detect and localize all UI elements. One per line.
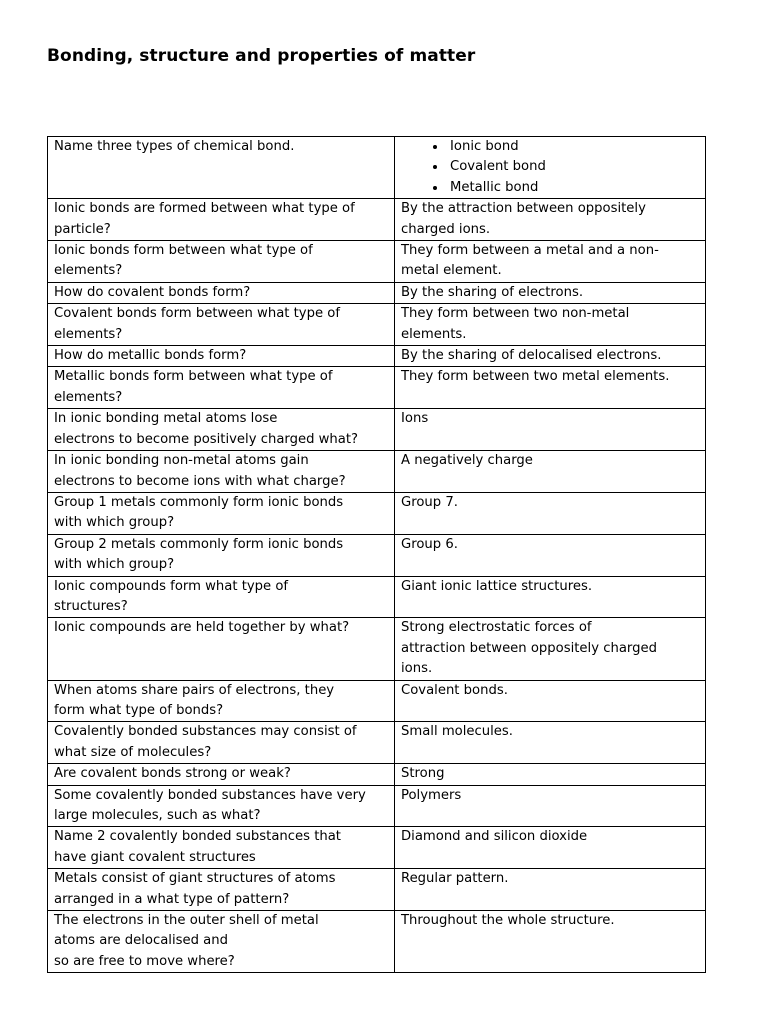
cell-line: How do covalent bonds form? <box>54 284 251 300</box>
question-cell <box>48 409 395 451</box>
cell-line: They form between two non-metal <box>401 306 630 322</box>
cell-line: In ionic bonding non-metal atoms gain <box>54 453 309 469</box>
cell-line: electrons to become positively charged what? <box>54 431 359 447</box>
cell-line: with which group? <box>54 515 175 531</box>
cell-line: Covalent bonds. <box>401 682 508 698</box>
question-cell <box>48 492 395 534</box>
cell-line: have giant covalent structures <box>54 849 256 865</box>
cell-line: Group 2 metals commonly form ionic bonds <box>54 536 344 552</box>
question-cell: Name three types of chemical bond. <box>48 137 395 199</box>
question-cell <box>48 785 395 827</box>
cell-line: Ionic bonds form between what type of <box>54 243 313 259</box>
table-row <box>48 722 706 764</box>
table-row <box>48 534 706 576</box>
question-cell <box>48 722 395 764</box>
cell-line: Name 2 covalently bonded substances that <box>54 829 341 845</box>
cell-line: Strong electrostatic forces of <box>401 620 592 636</box>
answer-cell <box>395 618 706 680</box>
cell-line: Strong <box>401 766 445 782</box>
answer-cell <box>395 451 706 493</box>
question-cell <box>48 827 395 869</box>
table-row <box>48 576 706 618</box>
answer-cell <box>395 911 706 973</box>
question-cell <box>48 241 395 283</box>
qa-table-body <box>48 137 706 973</box>
cell-line: Some covalently bonded substances have very <box>54 787 366 803</box>
table-row <box>48 827 706 869</box>
cell-line: Covalent bonds form between what type of <box>54 306 340 322</box>
cell-line: elements? <box>54 326 123 342</box>
cell-line: elements. <box>401 326 467 342</box>
answer-cell <box>395 576 706 618</box>
answer-cell <box>395 534 706 576</box>
cell-line: In ionic bonding metal atoms lose <box>54 411 278 427</box>
cell-line: structures? <box>54 598 128 614</box>
answer-cell <box>395 367 706 409</box>
cell-line: form what type of bonds? <box>54 702 224 718</box>
cell-line: metal element. <box>401 263 502 279</box>
question-cell <box>48 367 395 409</box>
question-cell <box>48 534 395 576</box>
cell-line: Group 7. <box>401 494 458 510</box>
cell-line: Metals consist of giant structures of atoms <box>54 871 336 887</box>
answer-cell <box>395 137 706 199</box>
cell-line: particle? <box>54 221 111 237</box>
cell-line: Group 1 metals commonly form ionic bonds <box>54 494 344 510</box>
table-row <box>48 282 706 303</box>
table-row <box>48 346 706 367</box>
answer-cell <box>395 680 706 722</box>
cell-line: Polymers <box>401 787 462 803</box>
answer-cell <box>395 304 706 346</box>
cell-line: with which group? <box>54 557 175 573</box>
cell-line: Small molecules. <box>401 724 513 740</box>
table-row <box>48 367 706 409</box>
table-row <box>48 911 706 973</box>
answer-cell <box>395 764 706 785</box>
question-cell <box>48 451 395 493</box>
bond-type-list <box>401 137 701 198</box>
cell-line: Diamond and silicon dioxide <box>401 829 588 845</box>
cell-line: attraction between oppositely charged <box>401 640 657 656</box>
cell-line: electrons to become ions with what charge? <box>54 473 346 489</box>
cell-line: Giant ionic lattice structures. <box>401 578 593 594</box>
table-row <box>48 451 706 493</box>
answer-cell <box>395 241 706 283</box>
table-row <box>48 241 706 283</box>
question-cell <box>48 346 395 367</box>
cell-line: The electrons in the outer shell of metal <box>54 913 319 929</box>
question-cell <box>48 199 395 241</box>
cell-line: Ionic bonds are formed between what type of <box>54 201 355 217</box>
cell-line: what size of molecules? <box>54 744 212 760</box>
question-cell <box>48 618 395 680</box>
cell-line: large molecules, such as what? <box>54 808 261 823</box>
question-cell <box>48 304 395 346</box>
question-cell <box>48 680 395 722</box>
answer-cell <box>395 722 706 764</box>
question-cell <box>48 764 395 785</box>
table-row <box>48 764 706 785</box>
answer-cell <box>395 492 706 534</box>
question-cell <box>48 576 395 618</box>
answer-cell <box>395 199 706 241</box>
qa-table <box>47 136 706 973</box>
cell-line: Are covalent bonds strong or weak? <box>54 766 291 782</box>
cell-line: By the attraction between oppositely <box>401 201 646 217</box>
table-row <box>48 304 706 346</box>
question-cell <box>48 911 395 973</box>
table-row <box>48 785 706 827</box>
cell-line: arranged in a what type of pattern? <box>54 891 290 907</box>
answer-cell <box>395 409 706 451</box>
table-row <box>48 869 706 911</box>
cell-line: elements? <box>54 263 123 279</box>
question-cell <box>48 282 395 303</box>
cell-line: Regular pattern. <box>401 871 509 887</box>
list-item: • Metallic bond <box>447 178 701 198</box>
table-row <box>48 680 706 722</box>
table-row <box>48 409 706 451</box>
cell-line: Group 6. <box>401 536 458 552</box>
answer-cell <box>395 869 706 911</box>
cell-line: Covalently bonded substances may consist of <box>54 724 357 740</box>
answer-cell <box>395 785 706 827</box>
cell-line: Metallic bonds form between what type of <box>54 369 333 385</box>
cell-line: ions. <box>401 661 433 677</box>
cell-line: Ionic compounds form what type of <box>54 578 289 594</box>
cell-line: By the sharing of delocalised electrons. <box>401 348 662 364</box>
cell-line: Ionic compounds are held together by what? <box>54 620 350 636</box>
cell-line: Ions <box>401 411 429 427</box>
page-title: Bonding, structure and properties of matter <box>47 46 476 66</box>
answer-cell <box>395 346 706 367</box>
cell-line: How do metallic bonds form? <box>54 348 247 364</box>
cell-line: By the sharing of electrons. <box>401 284 584 300</box>
cell-line: A negatively charge <box>401 453 533 469</box>
list-item: • Covalent bond <box>447 157 701 177</box>
list-item: • Ionic bond <box>447 137 701 157</box>
cell-line: Throughout the whole structure. <box>401 913 615 929</box>
table-row <box>48 137 706 199</box>
cell-line: atoms are delocalised and <box>54 933 228 949</box>
cell-line: They form between a metal and a non- <box>401 243 659 259</box>
cell-line: When atoms share pairs of electrons, they <box>54 682 335 698</box>
table-row <box>48 618 706 680</box>
question-cell <box>48 869 395 911</box>
cell-line: elements? <box>54 389 123 405</box>
cell-line: They form between two metal elements. <box>401 369 670 385</box>
cell-line: charged ions. <box>401 221 491 237</box>
answer-cell <box>395 282 706 303</box>
answer-cell <box>395 827 706 869</box>
cell-line: so are free to move where? <box>54 953 235 969</box>
table-row <box>48 199 706 241</box>
table-row <box>48 492 706 534</box>
